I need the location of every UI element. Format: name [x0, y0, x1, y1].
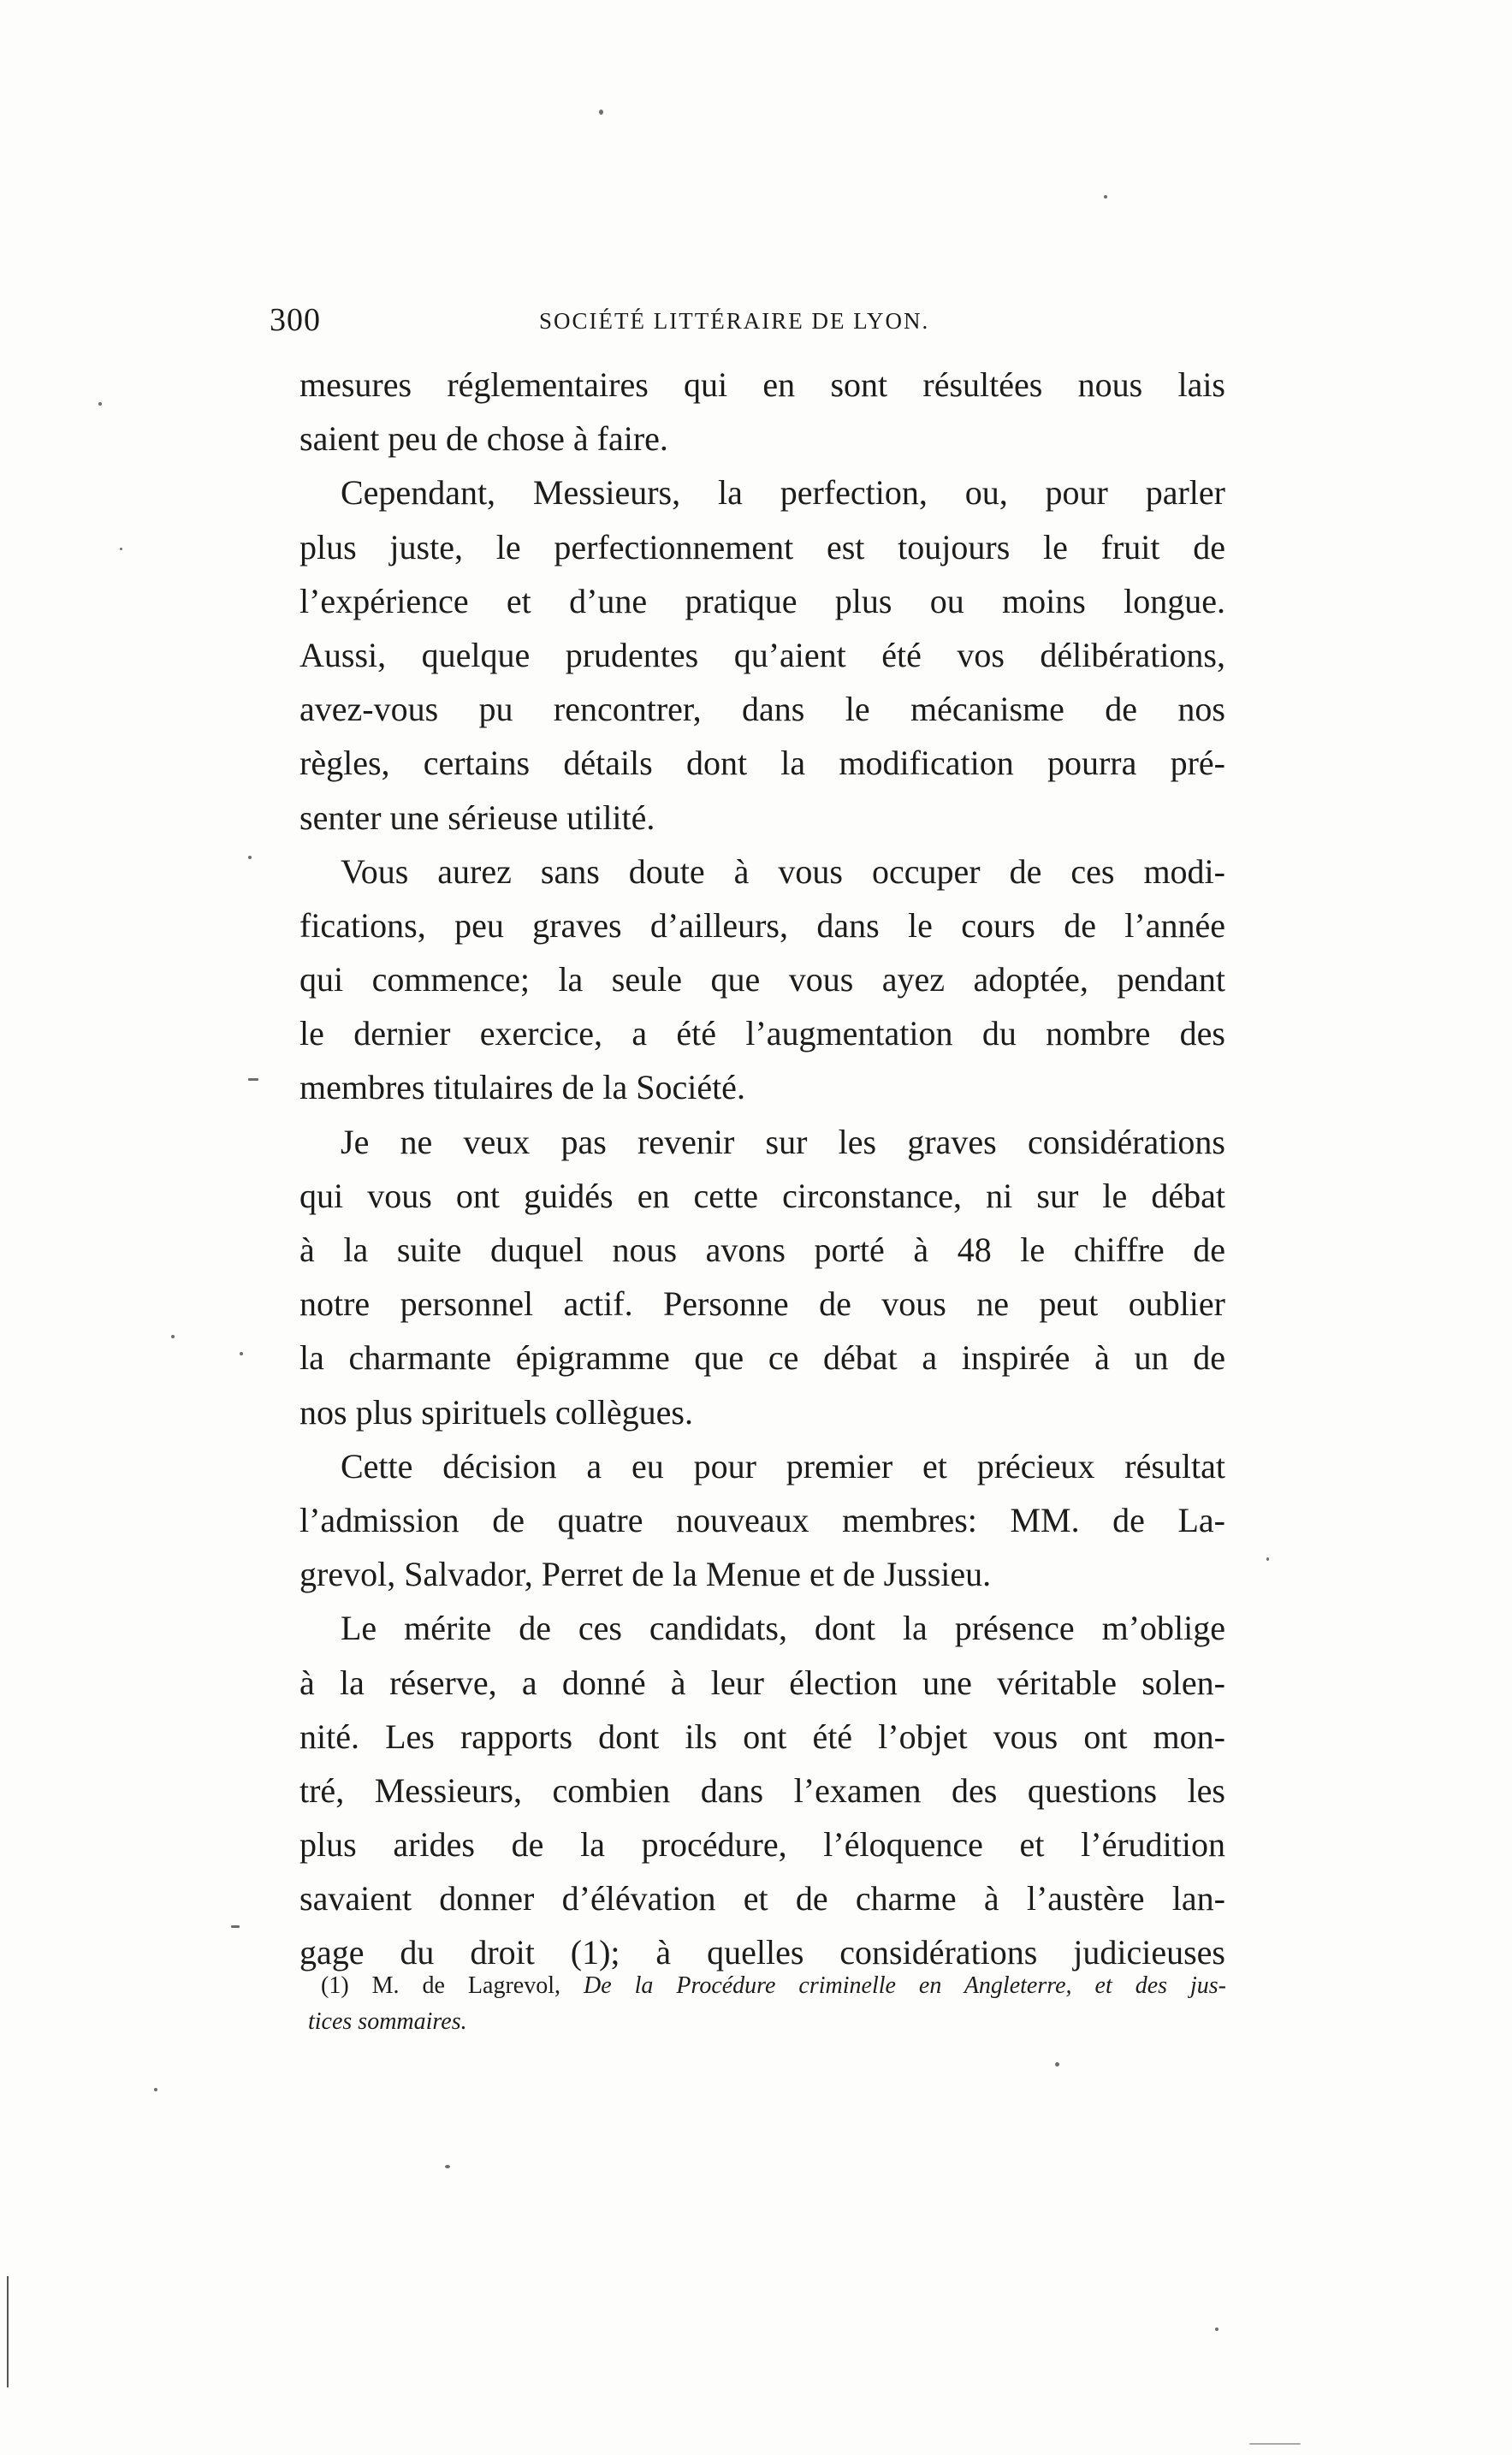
- text-line: le dernier exercice, a été l’augmentation du nombre des: [299, 1014, 1225, 1053]
- text-line: notre personnel actif. Personne de vous ne peut oublier: [299, 1284, 1225, 1324]
- text-line: à la réserve, a donné à leur élection une véritable solen-: [299, 1663, 1225, 1702]
- text-line: à la suite duquel nous avons porté à 48 le chiffre de: [299, 1230, 1225, 1269]
- scan-speck: [98, 402, 102, 406]
- scan-speck: [1249, 2443, 1301, 2445]
- text-line: l’admission de quatre nouveaux membres: MM. de La-: [299, 1500, 1225, 1539]
- text-line: saient peu de chose à faire.: [299, 419, 668, 459]
- text-line: règles, certains détails dont la modification pourra pré-: [299, 744, 1225, 783]
- scan-speck: [599, 110, 603, 115]
- scan-speck: [120, 548, 122, 550]
- text-line: avez-vous pu rencontrer, dans le mécanisme de nos: [299, 690, 1225, 729]
- scan-speck: [231, 1925, 240, 1928]
- text-line: Aussi, quelque prudentes qu’aient été vos délibérations,: [299, 635, 1225, 674]
- text-line: nité. Les rapports dont ils ont été l’objet vous ont mon-: [299, 1717, 1225, 1756]
- text-line: tré, Messieurs, combien dans l’examen des questions les: [299, 1770, 1225, 1810]
- scan-speck: [240, 1352, 243, 1355]
- text-line: grevol, Salvador, Perret de la Menue et de Jussieu.: [299, 1555, 992, 1594]
- text-line: mesures réglementaires qui en sont résultées nous lais: [299, 365, 1225, 404]
- text-line: Cette décision a eu pour premier et précieux résultat: [341, 1446, 1225, 1485]
- text-line: l’expérience et d’une pratique plus ou moins longue.: [299, 581, 1225, 620]
- text-line: qui vous ont guidés en cette circonstance, ni sur le débat: [299, 1176, 1225, 1215]
- page-header: [270, 301, 1228, 344]
- scan-speck: [1104, 195, 1107, 199]
- running-head: SOCIÉTÉ LITTÉRAIRE DE LYON.: [539, 308, 930, 334]
- scan-speck: [171, 1335, 175, 1338]
- scan-edge-mark: [7, 2276, 9, 2387]
- text-line: nos plus spirituels collègues.: [299, 1392, 693, 1432]
- footnote-title: De la Procédure criminelle en Angleterre, et des jus-: [583, 1972, 1227, 1999]
- text-line: la charmante épigramme que ce débat a inspirée à un de: [299, 1338, 1225, 1378]
- text-line: plus arides de la procédure, l’éloquence et l’érudition: [299, 1825, 1225, 1865]
- text-line: senter une sérieuse utilité.: [299, 798, 655, 837]
- text-line: savaient donner d’élévation et de charme à l’austère lan-: [299, 1879, 1225, 1918]
- scan-speck: [154, 2088, 157, 2091]
- text-line: plus juste, le perfectionnement est toujours le fruit de: [299, 527, 1225, 566]
- text-line: Cependant, Messieurs, la perfection, ou, pour parler: [341, 473, 1225, 513]
- text-line: Le mérite de ces candidats, dont la présence m’oblige: [341, 1609, 1225, 1648]
- scan-speck: [248, 856, 252, 859]
- text-line: membres titulaires de la Société.: [299, 1068, 745, 1107]
- scan-speck: [248, 1078, 258, 1081]
- footnote-line-continuation: tices sommaires.: [308, 2008, 467, 2035]
- footnote-marker: (1) M. de Lagrevol,: [321, 1972, 560, 1999]
- scan-speck: [1055, 2062, 1059, 2067]
- body-text: [299, 358, 1225, 1980]
- scan-speck: [1215, 2328, 1218, 2331]
- scan-speck: [1266, 1557, 1269, 1561]
- text-line: Vous aurez sans doute à vous occuper de ces modi-: [341, 851, 1225, 891]
- footnote-line: [321, 1968, 1226, 2004]
- text-line: fications, peu graves d’ailleurs, dans le cours de l’année: [299, 905, 1225, 945]
- text-line: Je ne veux pas revenir sur les graves considérations: [341, 1122, 1225, 1161]
- page-number: 300: [270, 302, 321, 338]
- scan-speck: [445, 2165, 450, 2168]
- footnote: [308, 1968, 1227, 2040]
- text-line: qui commence; la seule que vous ayez adoptée, pendant: [299, 960, 1225, 999]
- text-line: gage du droit (1); à quelles considérations judicieuses: [299, 1933, 1225, 1972]
